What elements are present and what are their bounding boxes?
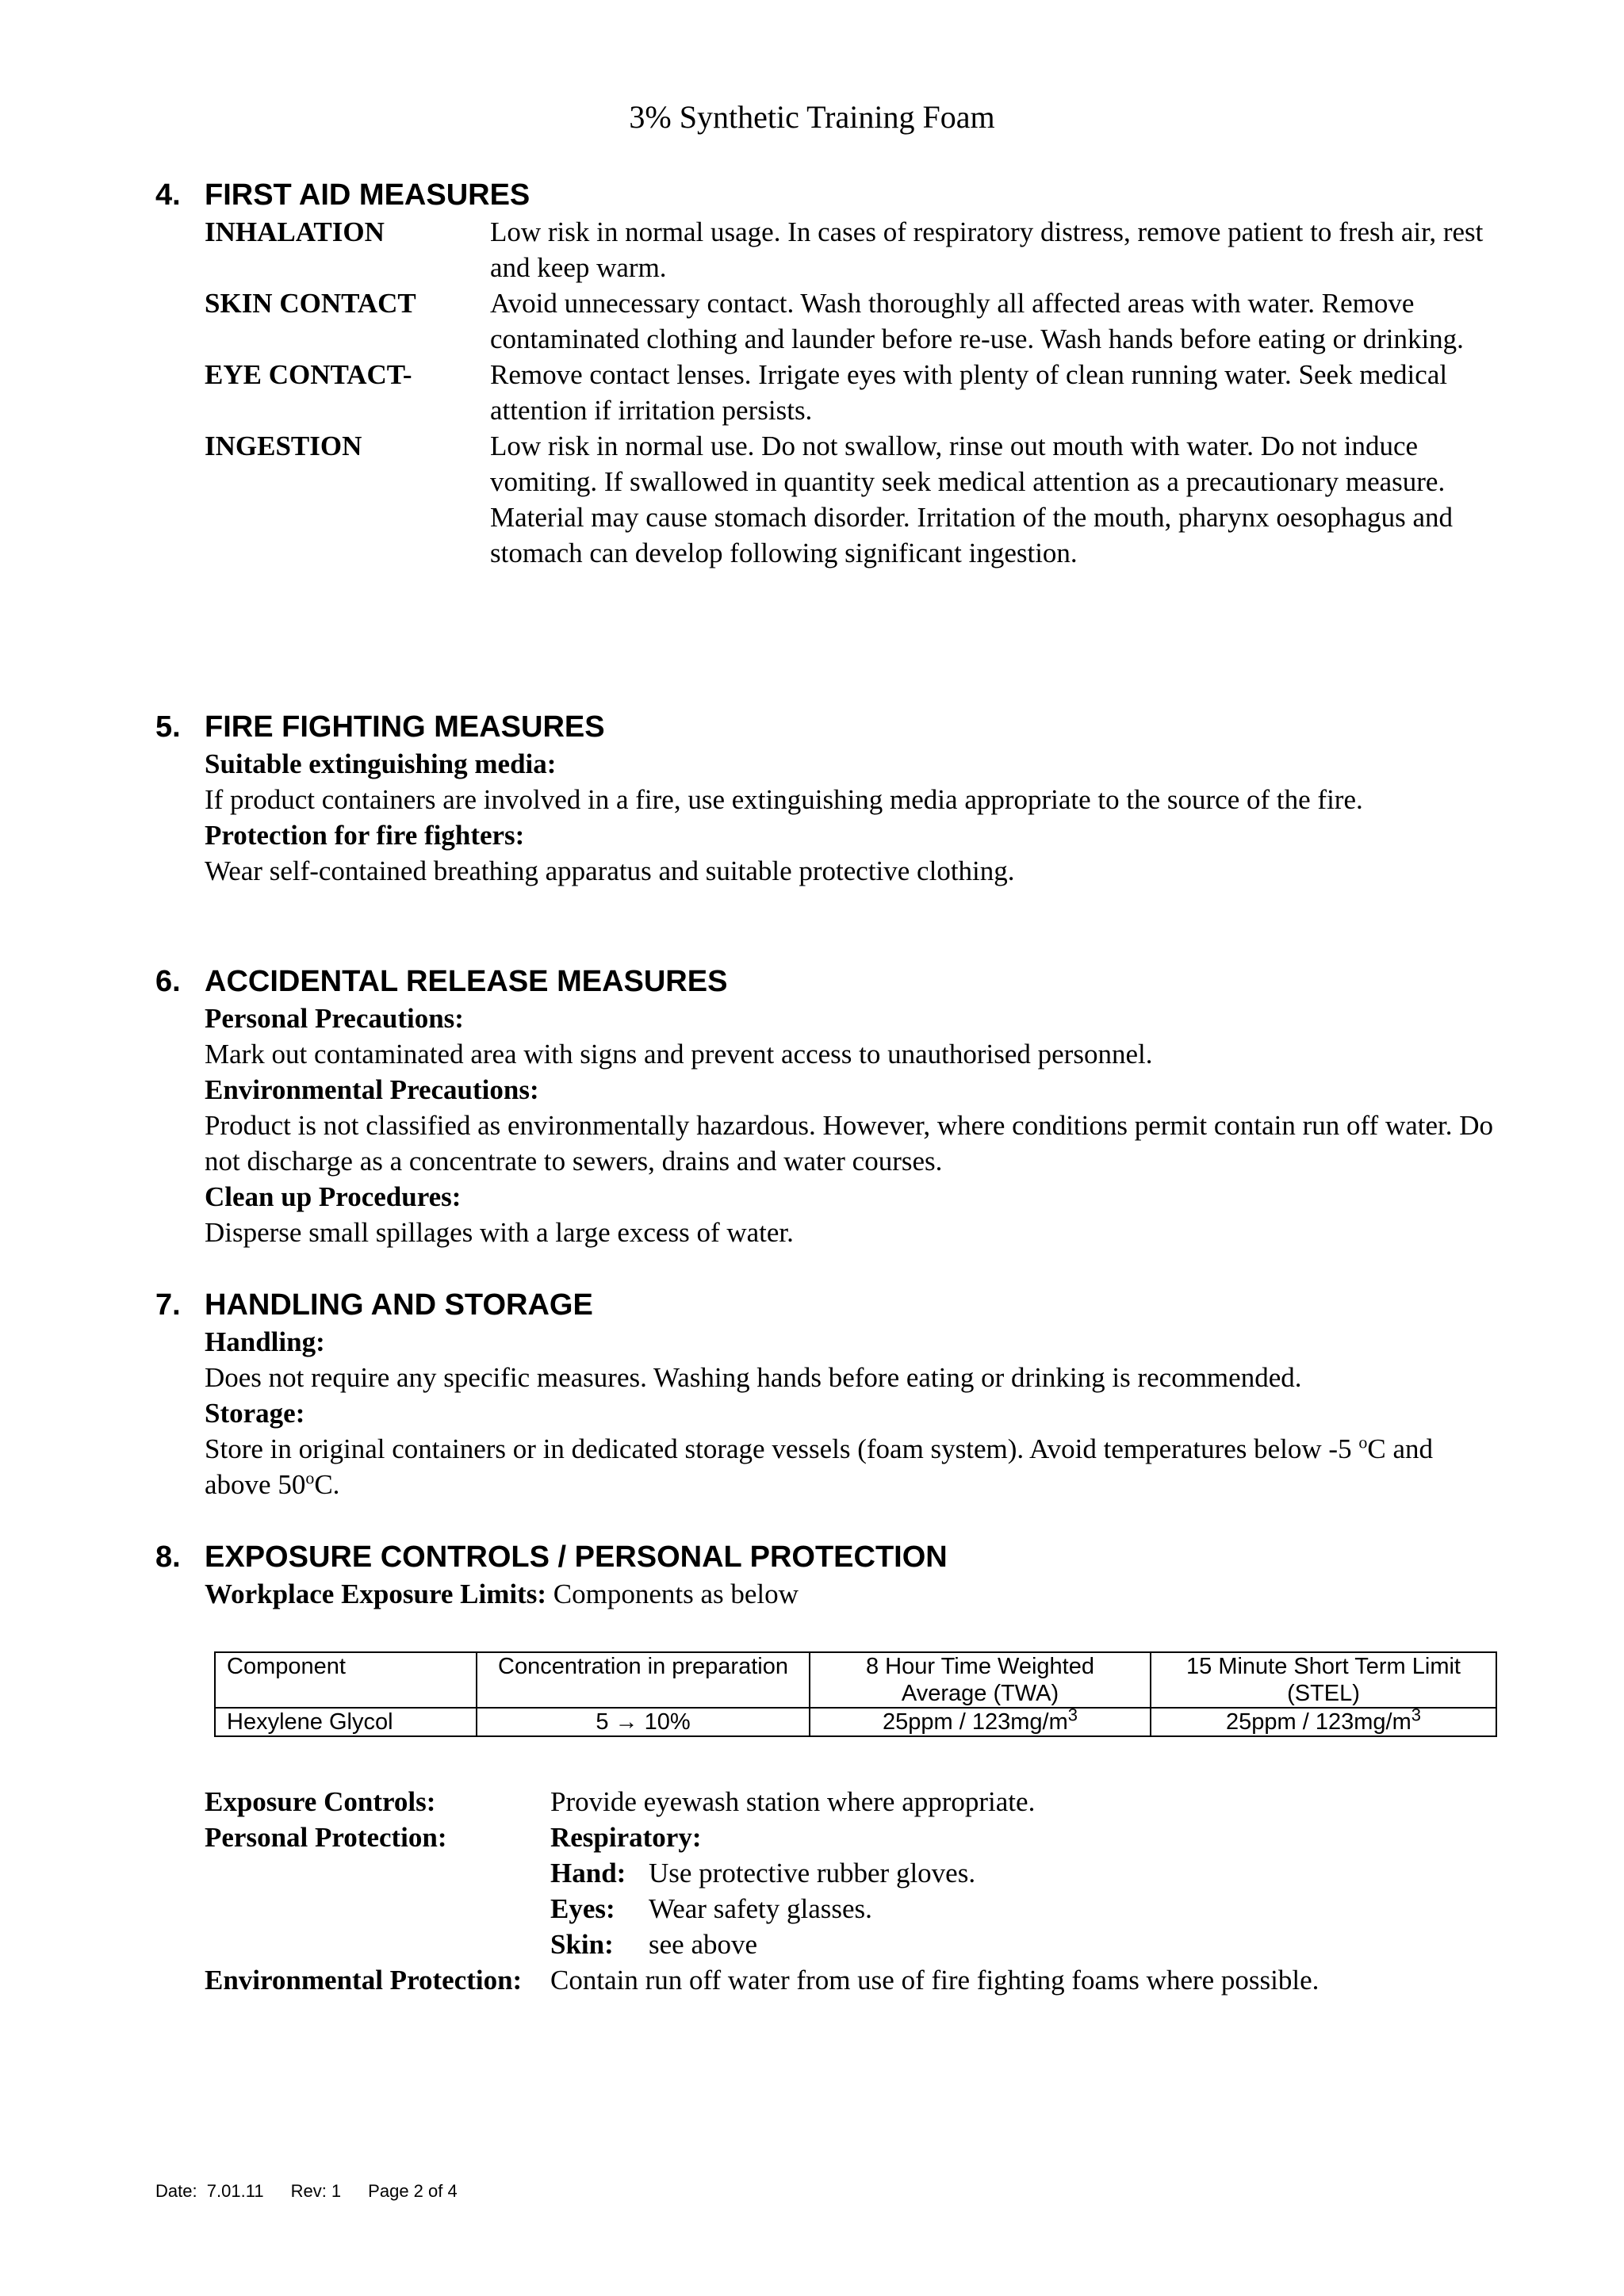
storage-text-part: Store in original containers or in dedicated storage vessels (foam system). Avoid temperatures below -5: [205, 1433, 1359, 1464]
first-aid-label: INHALATION: [205, 216, 385, 247]
table-cell: Hexylene Glycol: [215, 1708, 477, 1736]
exposure-limits-text: Components as below: [546, 1578, 799, 1609]
first-aid-text: Low risk in normal usage. In cases of respiratory distress, remove patient to fresh air, rest and keep warm.: [490, 216, 1484, 283]
section-exposure-controls: [155, 1538, 1496, 1612]
table-cell: [810, 1705, 1151, 1736]
section-first-aid: [155, 176, 1496, 571]
section-title: ACCIDENTAL RELEASE MEASURES: [205, 965, 728, 998]
first-aid-inhalation: [205, 214, 1496, 285]
document-title: 3% Synthetic Training Foam: [629, 99, 995, 135]
section-handling-storage: [155, 1286, 1496, 1502]
exposure-controls-block: [205, 1784, 1497, 1998]
environmental-protection-text: Contain run off water from use of fire fighting foams where possible.: [550, 1965, 1320, 1996]
table-header-cell: 8 Hour Time Weighted Average (TWA): [810, 1652, 1151, 1708]
first-aid-label: EYE CONTACT-: [205, 359, 412, 390]
storage-text-part: C and above 50: [205, 1433, 1433, 1500]
skin-protection-row: [205, 1927, 1497, 1962]
table-cell: [1151, 1705, 1496, 1736]
environmental-precautions-text: Product is not classified as environmentally hazardous. However, where conditions permit contain run off water. Do not discharge as a concentrate to sewers, drains and water courses.: [205, 1110, 1494, 1177]
eye-protection-row: [205, 1891, 1497, 1927]
section-number: 7.: [155, 1288, 181, 1322]
section-title: FIRST AID MEASURES: [205, 178, 530, 212]
section-heading: [155, 1286, 1496, 1324]
hand-label: Hand:: [550, 1858, 626, 1888]
extinguishing-media-text: If product containers are involved in a fire, use extinguishing media appropriate to the source of the fire.: [205, 784, 1363, 815]
clean-up-heading: Clean up Procedures:: [205, 1181, 462, 1212]
clean-up-text: Disperse small spillages with a large excess of water.: [205, 1217, 794, 1248]
hand-text: Use protective rubber gloves.: [649, 1858, 976, 1888]
first-aid-text: Low risk in normal use. Do not swallow, rinse out mouth with water. Do not induce vomiting. If swallowed in quantity seek medical attention as a precautionary measure. Material may cause stomach disorder. Irritation of the mouth, pharynx oesophagus and stomach can develop following significant ingestion.: [490, 430, 1453, 568]
table-header-cell: 15 Minute Short Term Limit (STEL): [1151, 1652, 1496, 1708]
section-title: EXPOSURE CONTROLS / PERSONAL PROTECTION: [205, 1540, 948, 1574]
first-aid-text: Remove contact lenses. Irrigate eyes with plenty of clean running water. Seek medical attention if irritation persists.: [490, 359, 1448, 426]
eyes-text: Wear safety glasses.: [649, 1893, 872, 1924]
section-heading: [155, 176, 1496, 214]
exposure-controls-row: [205, 1784, 1497, 1820]
first-aid-text: Avoid unnecessary contact. Wash thoroughly all affected areas with water. Remove contaminated clothing and launder before re-use. Wash hands before eating or drinking.: [490, 288, 1464, 354]
respiratory-label: Respiratory:: [550, 1822, 702, 1853]
skin-text: see above: [649, 1929, 758, 1960]
table-header-cell: Concentration in preparation: [477, 1652, 810, 1708]
degree-superscript: o: [1358, 1432, 1368, 1452]
handling-text: Does not require any specific measures. Washing hands before eating or drinking is recommended.: [205, 1362, 1302, 1393]
spacer: [205, 1891, 550, 1927]
exposure-limits-line: [205, 1576, 1496, 1612]
extinguishing-media-heading: Suitable extinguishing media:: [205, 748, 557, 779]
exposure-limits-table: [214, 1651, 1497, 1737]
spacer: [205, 1927, 550, 1962]
table-row: [215, 1708, 1496, 1736]
controls-text: Provide eyewash station where appropriate.: [550, 1786, 1036, 1817]
footer-date: Date: 7.01.11: [155, 2181, 264, 2201]
fire-fighter-protection-text: Wear self-contained breathing apparatus and suitable protective clothing.: [205, 855, 1015, 886]
section-heading: [155, 1538, 1496, 1576]
personal-protection-row: [205, 1820, 1497, 1855]
section-number: 8.: [155, 1540, 181, 1574]
personal-protection-label: Personal Protection:: [205, 1822, 447, 1853]
degree-superscript: o: [305, 1468, 315, 1488]
section-title: FIRE FIGHTING MEASURES: [205, 710, 605, 744]
unit-superscript: 3: [1411, 1705, 1421, 1725]
controls-label: Exposure Controls:: [205, 1786, 436, 1817]
fire-fighter-protection-heading: Protection for fire fighters:: [205, 820, 525, 851]
hand-protection-row: [205, 1855, 1497, 1891]
skin-label: Skin:: [550, 1929, 614, 1960]
first-aid-label: INGESTION: [205, 430, 362, 461]
section-heading: [155, 962, 1496, 1001]
table-header-cell: Component: [215, 1652, 477, 1708]
environmental-precautions-heading: Environmental Precautions:: [205, 1074, 539, 1105]
table-cell: 5 → 10%: [477, 1708, 810, 1736]
section-heading: [155, 708, 1496, 746]
unit-superscript: 3: [1067, 1705, 1078, 1725]
personal-precautions-text: Mark out contaminated area with signs and prevent access to unauthorised personnel.: [205, 1039, 1153, 1070]
first-aid-label: SKIN CONTACT: [205, 288, 416, 319]
storage-text-part: C.: [314, 1469, 340, 1500]
section-number: 4.: [155, 178, 181, 212]
exposure-limits-heading: Workplace Exposure Limits:: [205, 1578, 547, 1609]
first-aid-eye: [205, 357, 1496, 428]
page-footer: [155, 2180, 485, 2202]
stel-value: 25ppm / 123mg/m: [1226, 1709, 1411, 1735]
section-title: HANDLING AND STORAGE: [205, 1288, 593, 1322]
storage-heading: Storage:: [205, 1398, 305, 1429]
eyes-label: Eyes:: [550, 1893, 615, 1924]
spacer: [205, 1855, 550, 1891]
first-aid-ingestion: [205, 428, 1496, 571]
environmental-protection-label: Environmental Protection:: [205, 1965, 523, 1996]
personal-precautions-heading: Personal Precautions:: [205, 1003, 464, 1034]
section-fire-fighting: [155, 708, 1496, 889]
table-header-row: [215, 1652, 1496, 1708]
storage-text: [205, 1431, 1496, 1502]
first-aid-skin: [205, 285, 1496, 357]
footer-revision: Rev: 1: [290, 2181, 342, 2201]
section-accidental-release: [155, 962, 1496, 1250]
section-number: 5.: [155, 710, 181, 744]
environmental-protection-row: [205, 1962, 1497, 1998]
handling-heading: Handling:: [205, 1326, 325, 1357]
footer-page: Page 2 of 4: [368, 2181, 458, 2201]
section-number: 6.: [155, 965, 181, 998]
twa-value: 25ppm / 123mg/m: [883, 1709, 1068, 1735]
